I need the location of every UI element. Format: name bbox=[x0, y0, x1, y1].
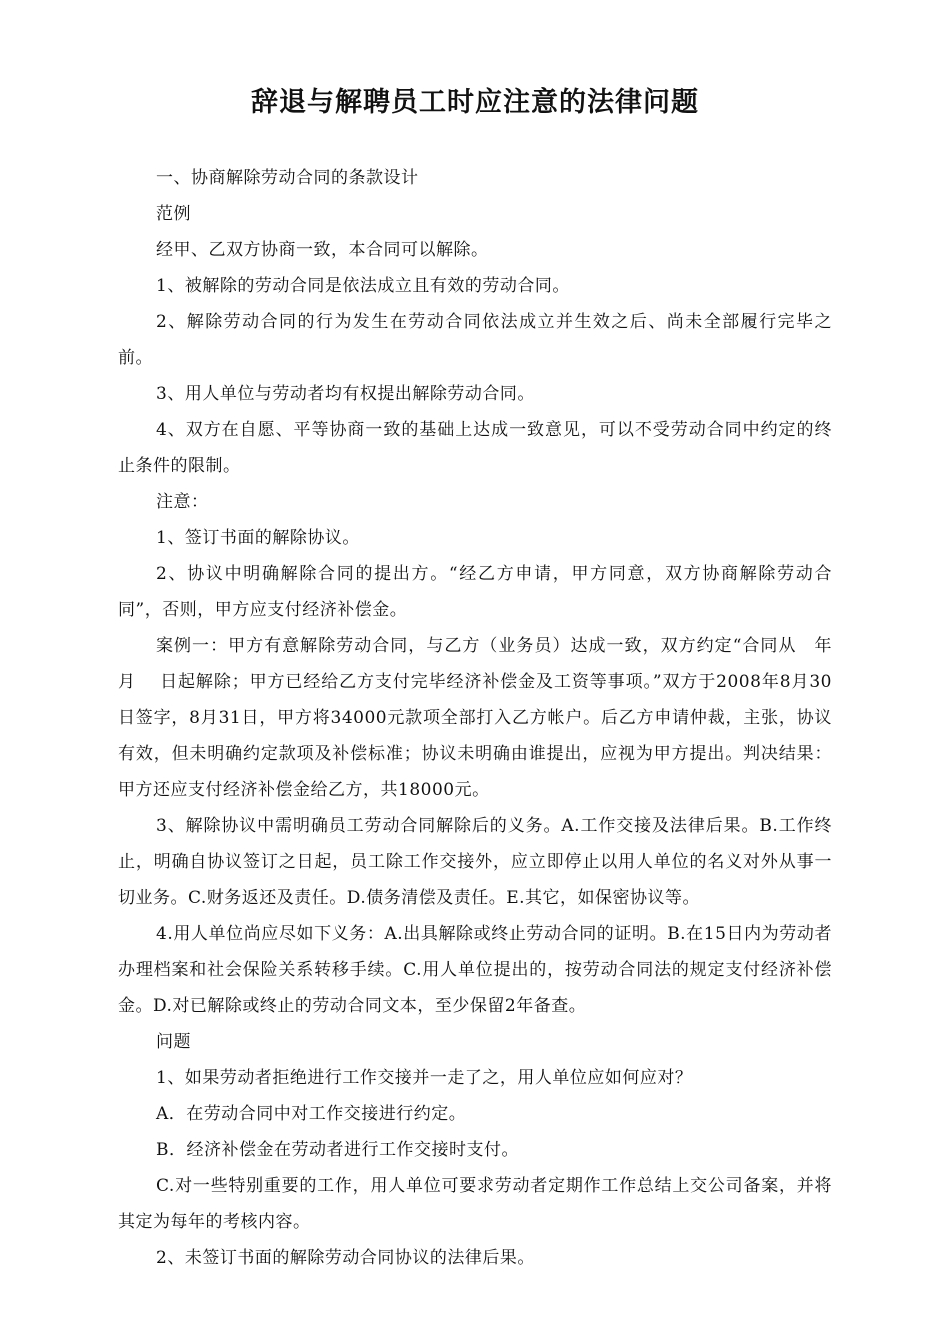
paragraph-note-label: 注意： bbox=[156, 492, 209, 512]
paragraph: 2、未签订书面的解除劳动合同协议的法律后果。 bbox=[156, 1248, 535, 1268]
document-body bbox=[118, 160, 856, 1276]
paragraph: C.对一些特别重要的工作，用人单位可要求劳动者定期作工作总结上交公司备案，并将其定为每年的考核内容。 bbox=[118, 1176, 832, 1232]
paragraph-example-label: 范例 bbox=[156, 204, 191, 224]
paragraph: 1、被解除的劳动合同是依法成立且有效的劳动合同。 bbox=[156, 276, 570, 296]
document-title: 辞退与解聘员工时应注意的法律问题 bbox=[251, 87, 699, 118]
paragraph-case-study: 案例一：甲方有意解除劳动合同，与乙方（业务员）达成一致，双方约定“合同从 年 月 日起解除；甲方已经给乙方支付完毕经济补偿金及工资等事项。”双方于2008年8月30日签字，8月31日，甲方将34000元款项全部打入乙方帐户。后乙方申请仲裁，主张，协议有效，但未明确约定款项及补偿标准；协议未明确由谁提出，应视为甲方提出。判决结果：甲方还应支付经济补偿金给乙方，共18000元。 bbox=[118, 636, 856, 800]
paragraph: A．在劳动合同中对工作交接进行约定。 bbox=[156, 1104, 467, 1124]
paragraph: 3、用人单位与劳动者均有权提出解除劳动合同。 bbox=[156, 384, 535, 404]
paragraph: B．经济补偿金在劳动者进行工作交接时支付。 bbox=[156, 1140, 519, 1160]
paragraph: 2、解除劳动合同的行为发生在劳动合同依法成立并生效之后、尚未全部履行完毕之前。 bbox=[118, 312, 832, 368]
paragraph: 4.用人单位尚应尽如下义务：A.出具解除或终止劳动合同的证明。B.在15日内为劳动者办理档案和社会保险关系转移手续。C.用人单位提出的，按劳动合同法的规定支付经济补偿金。D.对已解除或终止的劳动合同文本，至少保留2年备查。 bbox=[118, 924, 832, 1016]
paragraph: 3、解除协议中需明确员工劳动合同解除后的义务。A.工作交接及法律后果。B.工作终止，明确自协议签订之日起，员工除工作交接外，应立即停止以用人单位的名义对外从事一切业务。C.财务返还及责任。D.债务清偿及责任。E.其它，如保密协议等。 bbox=[118, 816, 832, 908]
section-heading: 一、协商解除劳动合同的条款设计 bbox=[156, 168, 419, 188]
paragraph: 2、协议中明确解除合同的提出方。“经乙方申请，甲方同意，双方协商解除劳动合同”，否则，甲方应支付经济补偿金。 bbox=[118, 564, 832, 620]
paragraph: 1、如果劳动者拒绝进行工作交接并一走了之，用人单位应如何应对？ bbox=[156, 1068, 693, 1088]
paragraph: 经甲、乙双方协商一致，本合同可以解除。 bbox=[156, 240, 489, 260]
paragraph-question-label: 问题 bbox=[156, 1032, 191, 1052]
paragraph: 4、双方在自愿、平等协商一致的基础上达成一致意见，可以不受劳动合同中约定的终止条件的限制。 bbox=[118, 420, 832, 476]
paragraph: 1、签订书面的解除协议。 bbox=[156, 528, 360, 548]
